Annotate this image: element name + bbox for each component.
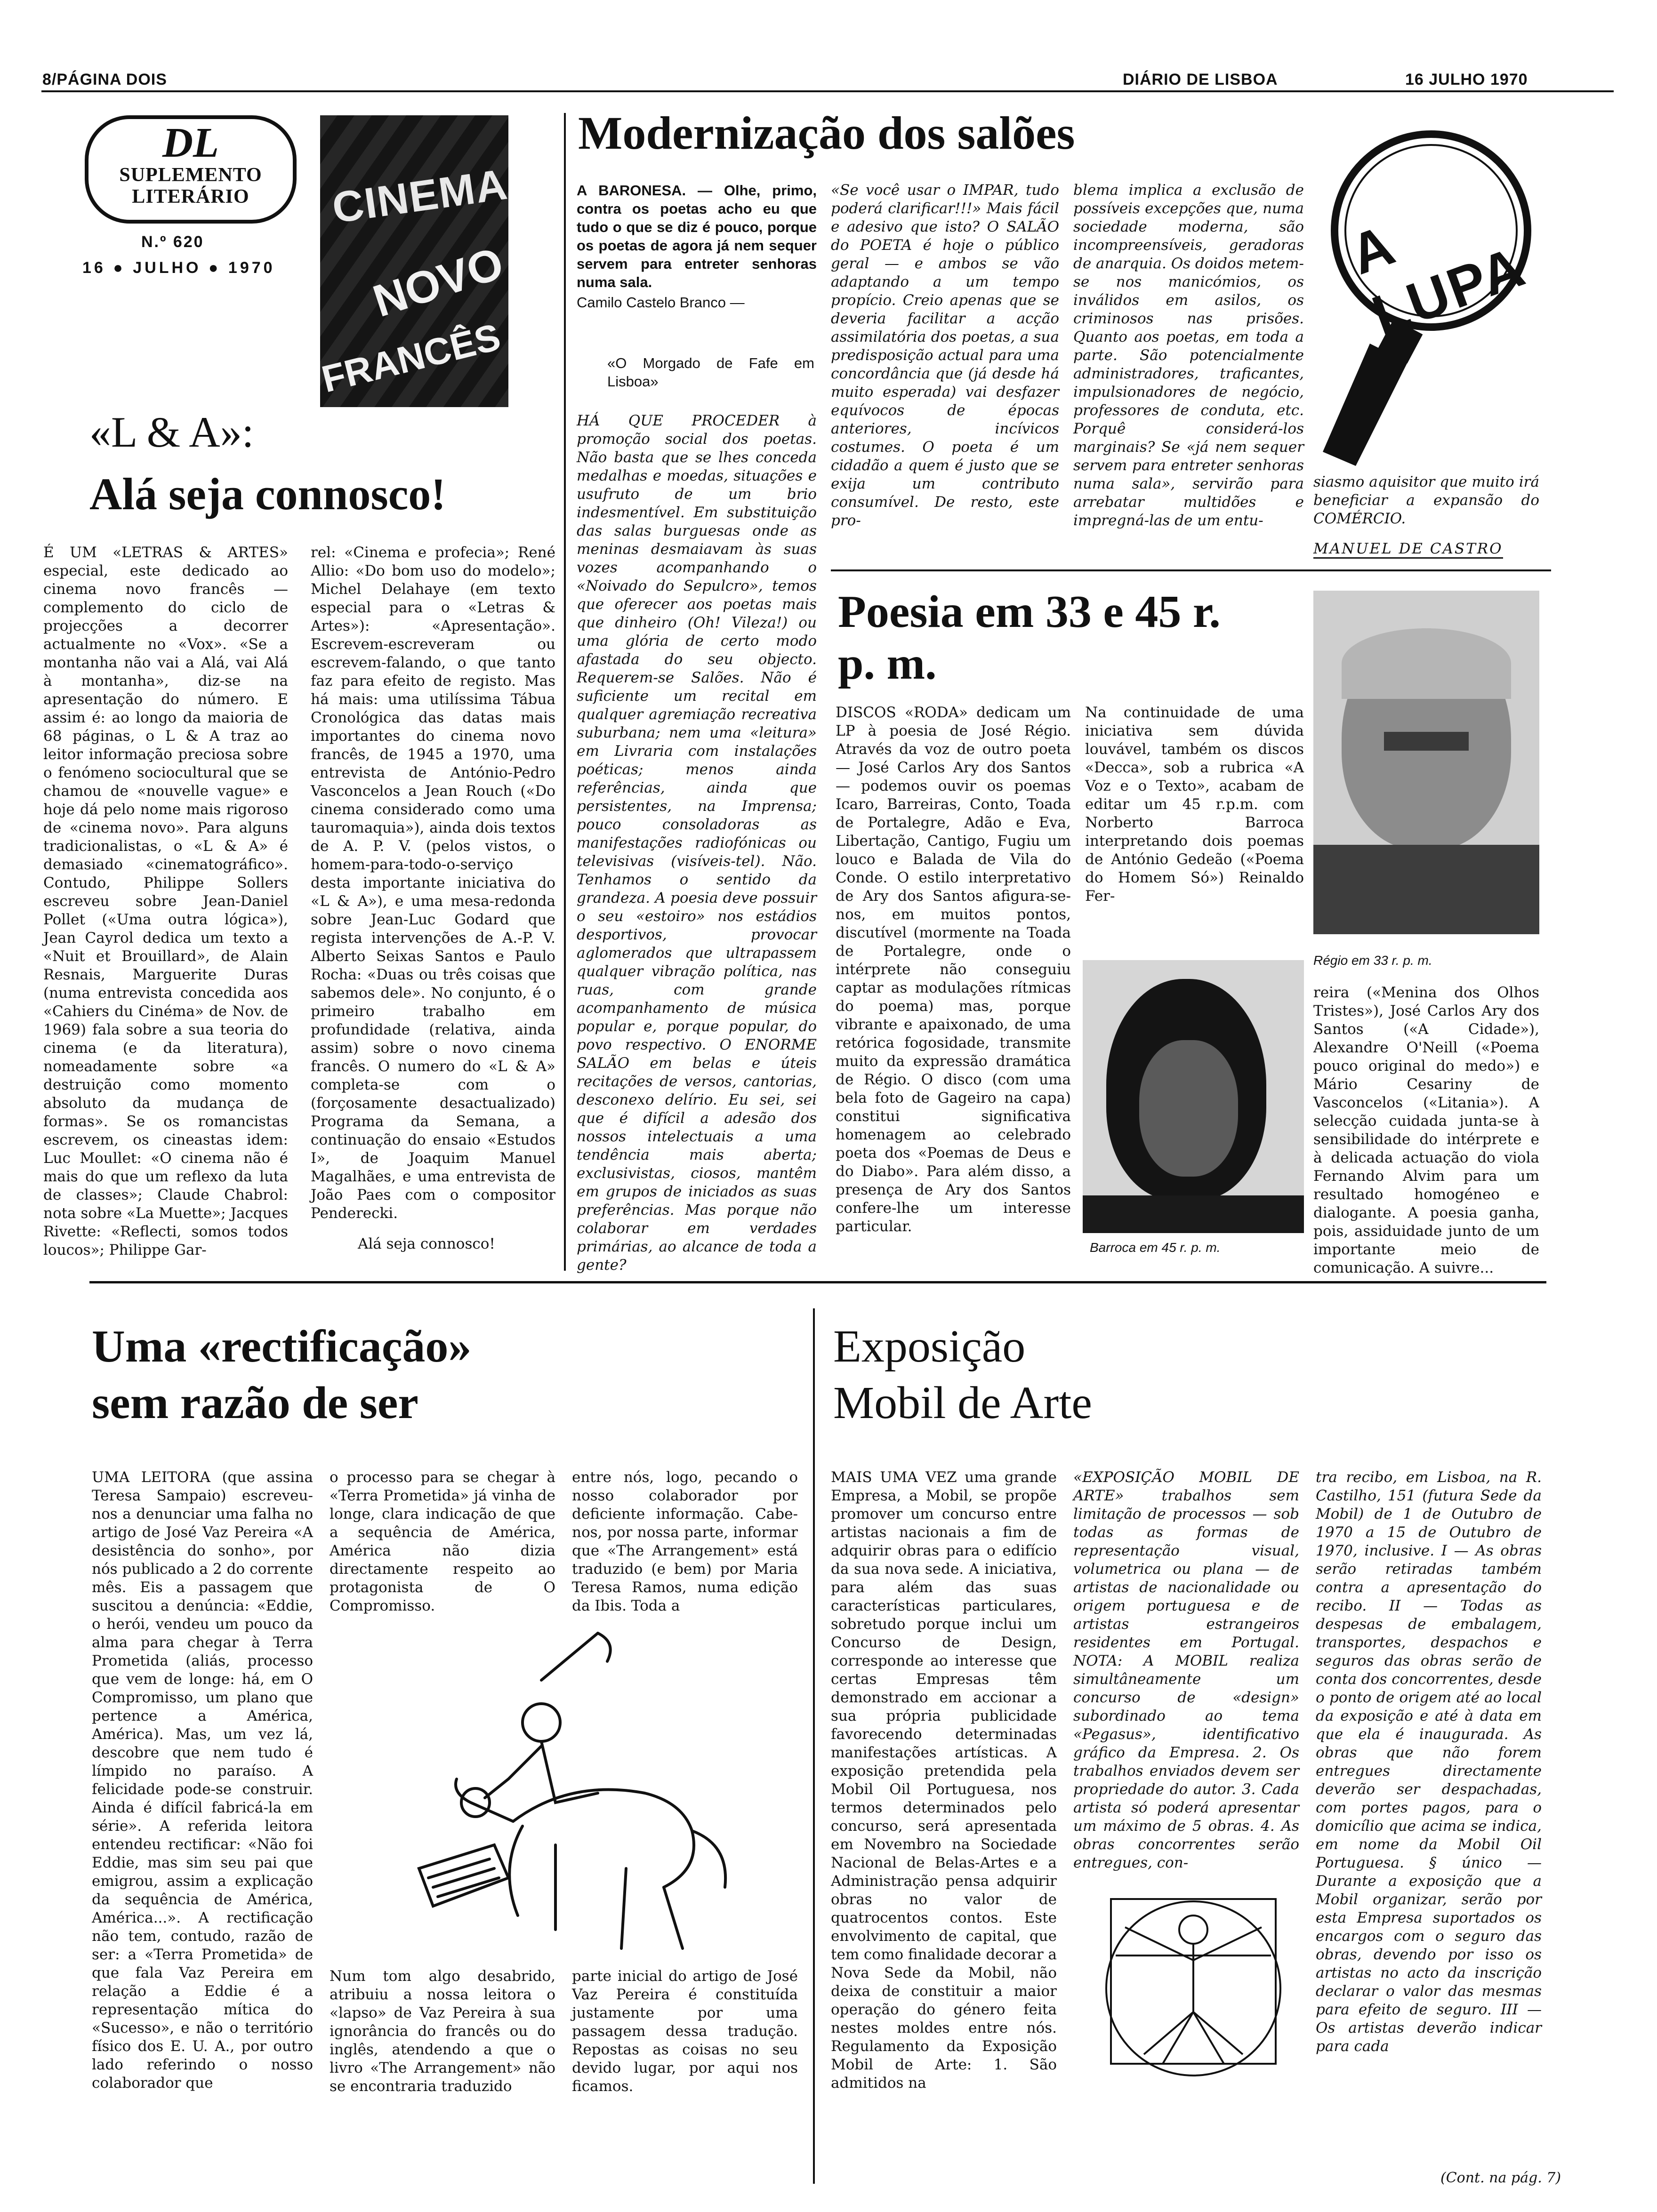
rectificacao-column-3a [572, 1468, 798, 1638]
mobil-title-2: Mobil de Arte [833, 1378, 1092, 1428]
saloes-epigraph-author: Camilo Castelo Branco — [577, 294, 745, 311]
poesia-column-3 [1313, 984, 1539, 1276]
rectificacao-col3b-text: parte inicial do artigo de José Vaz Pereira é constituída justamente por uma passagem dessa tradução. Repostas as coisas no seu devido lugar, por aqui nos ficamos. [572, 1968, 798, 2095]
logo-title-1: SUPLEMENTO [119, 164, 262, 186]
logo-title-2: LITERÁRIO [132, 186, 249, 208]
mobil-col2-text: «EXPOSIÇÃO MOBIL DE ARTE» trabalhos sem limitação de processos — sob todas as formas de representação visual, volumetrica ou plana — de artistas de nacionalidade ou origem portuguesa e de artistas estrangeiros residentes em Portugal. NOTA: A MOBIL realiza simultâneamente um concurso de «design» subordinado ao tema «Pegasus», identificativo gráfico da Empresa. 2. Os trabalhos enviados devem ser propriedade do autor. 3. Cada artista só poderá apresentar um máximo de 5 obras. 4. As obras concorrentes serão entregues, con- [1073, 1469, 1299, 1871]
poesia-column-2 [1085, 704, 1304, 941]
poesia-col2-text: Na continuidade de uma iniciativa sem dúvida louvável, também os discos «Decca», sob a rubrica «A Voz e o Texto», acabam de editar um 45 r.p.m. com Norberto Barroca interpretando dois poemas de António Gedeão («Poema do Homem Só») Reinaldo Fer- [1085, 704, 1304, 905]
rectificacao-col3a-text: entre nós, logo, pecando o nosso colaborador por deficiente informação. Cabe-nos, por nossa parte, informar que «The Arrangement» está traduzido (e bem) por Maria Teresa Ramos, numa edição da Ibis. Toda a [572, 1469, 798, 1614]
saloes-col2-text: «Se você usar o IMPAR, tudo poderá clarificar!!!» Mais fácil e adesivo que isto? O SALÃO do POETA é hoje o público geral — e ambos se vão adaptando a um tempo propício. Creio apenas que se deveria facilitar a acção assimilatória dos poetas, a sua predisposição actual para uma concordância que (já desde há muito esperada) vai desfazer equívocos de épocas anteriores, incívicos costumes. O poeta é um cidadão a quem é justo que se exija um contributo consumível. De resto, este pro- [831, 182, 1059, 529]
supplement-logo [85, 115, 297, 224]
saloes-column-4 [1313, 473, 1539, 529]
rectificacao-column-2b [330, 1967, 555, 2179]
saloes-column-2 [831, 181, 1059, 560]
la-col2-text: rel: «Cinema e profecia»; René Allio: «Do bom uso do modelo»; Michel Delahaye (em texto especial para o «Letras & Artes»): «Apresentação». Escrevem-escreveram ou escrevem-falando, o que tanto faz para efeito de registo. Mas há mais: uma utilíssima Tábua Cronológica das datas mais importantes do cinema novo francês, de 1945 a 1970, uma entrevista de António-Pedro Vasconcelos a Jean Rouch («Do cinema considerado como uma tauromaquia»), ainda dois textos de A. P. V. (pelos vistos, o homem-para-todo-o-serviço desta importante iniciativa do «L & A»), e uma mesa-redonda sobre Jean-Luc Godard que regista intervenções de A.-P. V. Alberto Seixas Santos e Paulo Rocha: «Duas ou três coisas que sabemos dele». No conjunto, é o primeiro trabalho em profundidade (relativa, ainda assim) sobre o novo cinema francês. O numero do «L & A» completa-se com o (forçosamente desactualizado) Programa da Semana, a continuação do ensaio «Estudos I», de Joaquim Manuel Magalhães, e uma entrevista de João Paes com o compositor Penderecki. [311, 544, 555, 1222]
la-closing: Alá seja connosco! [358, 1235, 495, 1252]
barroca-caption: Barroca em 45 r. p. m. [1090, 1240, 1221, 1255]
poster-text-novo: NOVO [367, 237, 510, 327]
saloes-epigraph-source [607, 354, 814, 392]
saloes-column-3 [1073, 181, 1304, 560]
saloes-source-text: «O Morgado de Fafe em Lisboa» [607, 355, 814, 390]
horse-rider-illustration [400, 1624, 772, 1963]
a-lupa-graphic [1313, 122, 1558, 471]
la-col1-text: É UM «LETRAS & ARTES» especial, este dedicado ao cinema novo francês — complemento do ciclo de projecções a decorrer actualmente no «Vox». «Se a montanha não vai a Alá, vai Alá à montanha», diz-se na apresentação do número. E assim é: ao longo da maioria de 68 páginas, o L & A traz ao leitor informação preciosa sobre o fenómeno sociocultural que se chamou de «nouvelle vague» e hoje dá pelo nome mais rigoroso de «cinema novo». Para alguns tradicionalistas, o «L & A» é demasiado «cinematográfico». Contudo, Philippe Sollers escreveu sobre Jean-Daniel Pollet («Uma outra lógica»), Jean Cayrol dedica um texto a «Nuit et Brouillard», de Alain Resnais, Marguerite Duras (numa entrevista concedida aos «Cahiers du Cinéma» de Nov. de 1969) fala sobre a sua teoria do cinema (e da literatura), nomeadamente sobre «a destruição como momento absoluto da mudança de formas». Se os romancistas escrevem, os cineastas idem: Luc Moullet: «O cinema não é mais do que um reflexo da luta de classes»; Claude Chabrol: nota sobre «La Muette»; Jacques Rivette: «Reflecti, somos todos loucos»; Philippe Gar- [43, 544, 288, 1258]
saloes-author: MANUEL DE CASTRO [1313, 540, 1503, 559]
poesia-title: Poesia em 33 e 45 r. p. m. [838, 586, 1221, 689]
issue-number: N.º 620 [141, 233, 204, 251]
mobil-column-3 [1316, 1468, 1542, 2165]
saloes-epigraph [577, 181, 817, 332]
logo-letters: DL [162, 120, 219, 166]
la-title-2: Alá seja connosco! [89, 469, 446, 519]
saloes-col1-text: HÁ QUE PROCEDER à promoção social dos poetas. Não basta que se lhes conceda medalhas e moedas, situações e usufruto de um brio indesmentível. Em substituição das salas burguesas onde as meninas desmaiavam às suas vozes acompanhando o «Noivado do Sepulcro», temos que oferecer aos poetas mais que dinheiro (Oh! Vileza!) ou uma glória de certo modo afastada do seu objecto. Requerem-se Salões. Não é suficiente um recital em qualquer agremiação recreativa suburbana; nem uma «leitura» em Livraria com instalações poéticas; menos ainda referências, ainda que persistentes, na Imprensa; pouco consoladoras as manifestações radiofónicas ou televisivas (visíveis-tel). Não. Tenhamos o sentido da grandeza. A poesia deve possuir o seu «estoiro» nos estádios desportivos, provocar aglomerados que ultrapassem qualquer vibração política, nas ruas, com grande acompanhamento de música popular e, porque popular, do povo respectivo. O ENORME SALÃO em belas e úteis recitações de versos, cantorias, desconexo delírio. Eu sei, sei que é difícil a adesão dos nossos intelectuais a uma tendência mais aberta; exclusivistas, ciosos, mantêm em grupos de iniciados as suas preferências. Mas porque não colaborar em verdades primárias, ao alcance de toda a gente? [577, 412, 817, 1274]
masthead-rule [41, 90, 1614, 92]
poster-text-frances: FRANCÊS [317, 315, 505, 401]
middle-rule [89, 1281, 1546, 1283]
saloes-epigraph-text: A BARONESA. — Olhe, primo, contra os poetas acho eu que tudo o que se diz é pouco, porque os poetas de agora já nem sequer servem para entreter senhoras numa sala. [577, 182, 817, 290]
column-rule-2 [813, 1308, 815, 2184]
la-column-1 [43, 544, 288, 1259]
page-label: 8/PÁGINA DOIS [42, 71, 167, 88]
saloes-column-1 [577, 412, 817, 1274]
rectificacao-col2a-text: o processo para se chegar à «Terra Prometida» já vinha de longe, clara indicação de que a sequência de América, América não dizia directamente respeito ao protagonista de O Compromisso. [330, 1469, 555, 1614]
poster-text-cinema: CINEMA [329, 160, 511, 232]
saloes-col3-text: blema implica a exclusão de possíveis excepções que, numa sociedade moderna, são incompreensíveis, geradoras de anarquia. Os doidos metem-se nos manicómios, os inválidos em asilos, os criminosos nas prisões. Quanto aos poetas, em toda a parte. São potencialmente administradores, traficantes, impulsionadores de negócio, professores de conduta, etc. Porquê considerá-los marginais? Se «já nem sequer servem para entreter senhoras numa sala», servirão para arrebatar multidões e impregná-las de um entu- [1073, 182, 1304, 529]
rectificacao-title-1: Uma «rectificação» [92, 1321, 472, 1372]
rectificacao-title-2: sem razão de ser [92, 1378, 418, 1428]
regio-photo [1313, 591, 1539, 934]
poesia-col3-text: reira («Menina dos Olhos Tristes»), José Carlos Ary dos Santos («A Cidade»), Alexandre O'Neill («Poema pouco original do medo») e Mário Cesariny de Vasconcelos («Litania»). A selecção cuidada junta-se à sensibilidade do intérprete e à delicada actuação do viola Fernando Alvim para um resultado homogéneo e dialogante. A poesia ganha, pois, assiduidade junto de um importante meio de comunicação. A suivre... [1313, 984, 1539, 1276]
saloes-title: Modernização dos salões [578, 107, 1075, 159]
saloes-col4-text: siasmo aquisitor que muito irá beneficiar a expansão do COMÉRCIO. [1313, 473, 1539, 527]
barroca-photo [1083, 960, 1304, 1233]
mobil-col3-text: tra recibo, em Lisboa, na R. Castilho, 151 (futura Sede da Mobil) de 1 de Outubro de 1970 a 15 de Outubro de 1970, inclusive. I — As obras serão retiradas também contra a apresentação do recibo. II — Todas as despesas de embalagem, transportes, despachos e seguros das obras serão de conta dos concorrentes, desde o ponto de origem até ao local da exposição e até à data em que ela é inaugurada. As obras que não forem entregues directamente deverão ser despachadas, com portes pagos, para o domicílio que acima se indica, em nome da Mobil Oil Portuguesa. § único — Durante a exposição que a Mobil organizar, serão por esta Empresa suportados os encargos com o seguro das obras, devendo por isso os artistas no acto da inscrição declarar o valor das mesmas para efeito de seguro. III — Os artistas deverão indicar para cada [1316, 1469, 1542, 2055]
mobil-continuation: (Cont. na pág. 7) [1440, 2170, 1561, 2186]
mobil-column-2 [1073, 1468, 1299, 1878]
column-rule-1 [564, 113, 566, 1271]
mobil-title-1: Exposição [833, 1321, 1026, 1372]
saloes-bottom-rule [831, 569, 1551, 571]
issue-date: 16 JULHO 1970 [1405, 71, 1528, 88]
la-column-2 [311, 544, 555, 1240]
vitruvian-man-illustration [1092, 1885, 1295, 2083]
mobil-column-1 [831, 1468, 1057, 2184]
regio-caption: Régio em 33 r. p. m. [1313, 953, 1432, 968]
mobil-col1-text: MAIS UMA VEZ uma grande Empresa, a Mobil, se propõe promover um concurso entre artistas nacionais a fim de adquirir obras para o edifício da sua nova sede. A iniciativa, para além das suas características particulares, sobretudo porque inclui um Concurso de Design, corresponde ao interesse que certas Empresas têm demonstrado em accionar a sua própria publicidade favorecendo determinadas manifestações artísticas. A exposição pretendida pela Mobil Oil Portuguesa, nos termos determinados pelo concurso, será apresentada em Novembro na Sociedade Nacional de Belas-Artes e a Administração pensa adquirir obras no valor de quatrocentos contos. Este envolvimento de capital, que tem como finalidade decorar a Nova Sede da Mobil, não deixa de constituir a maior operação do género feita nestes moldes entre nós. Regulamento da Exposição Mobil de Arte: 1. São admitidos na [831, 1469, 1057, 2092]
a-lupa-label: A LUPA [1342, 213, 1534, 348]
rectificacao-column-3b [572, 1967, 798, 2118]
rectificacao-column-2a [330, 1468, 555, 1624]
newspaper-name: DIÁRIO DE LISBOA [1123, 71, 1278, 88]
rectificacao-col1-text: UMA LEITORA (que assina Teresa Sampaio) escreveu-nos a denunciar uma falha no artigo de José Vaz Pereira «A desistência do sonho», por nós publicado a 2 do corrente mês. Eis a passagem que suscitou a denúncia: «Eddie, o herói, vendeu um pouco da alma para chegar à Terra Prometida (aliás, processo que vem de longe: há, em O Compromisso, um plano que pertence a América, América). Mas, um vez lá, descobre que nem tudo é límpido no paraíso. A felicidade pode-se construir. Ainda é difícil fabricá-la em série». A referida leitora entendeu rectificar: «Não foi Eddie, mas sim seu pai que emigrou, assim a explicação da sequência de América, América...». A rectificação não tem, contudo, razão de ser: a «Terra Prometida» de que fala Vaz Pereira em relação a Eddie é a representação mítica do «Sucesso», e não o território físico dos E. U. A., por outro lado referindo o nosso colaborador que [92, 1469, 313, 2092]
cinema-poster-image [317, 115, 511, 407]
supplement-date: 16 ● JULHO ● 1970 [82, 259, 275, 277]
rectificacao-column-1 [92, 1468, 313, 2198]
poesia-col1-text: DISCOS «RODA» dedicam um LP à poesia de José Régio. Através da voz de outro poeta — José Carlos Ary dos Santos — podemos ouvir os poemas Icaro, Barreiras, Conto, Toada de Portalegre, Adão e Eva, Libertação, Cantigo, Fugiu um louco e Balada de Vila do Conde. O estilo interpretativo de Ary dos Santos afigura-se-nos, em muitos pontos, discutível (mormente na Toada de Portalegre, onde o intérprete não conseguiu captar as modulações rítmicas do poema) mas, porque vibrante e apaixonado, de uma retórica fogosidade, transmite muito da expressão dramática de Régio. O disco (com uma bela foto de Gageiro na capa) constitui significativa homenagem ao celebrado poeta dos «Poemas de Deus e do Diabo». Para além disso, a presença de Ary dos Santos confere-lhe um interesse particular. [836, 704, 1071, 1235]
la-title-1: «L & A»: [89, 408, 254, 456]
rectificacao-col2b-text: Num tom algo desabrido, atribuiu a nossa leitora o «lapso» de Vaz Pereira à sua ignorância do francês ou do inglês, atendendo a que o livro «The Arrangement» não se encontraria traduzido [330, 1968, 555, 2095]
poesia-column-1 [836, 704, 1071, 1268]
